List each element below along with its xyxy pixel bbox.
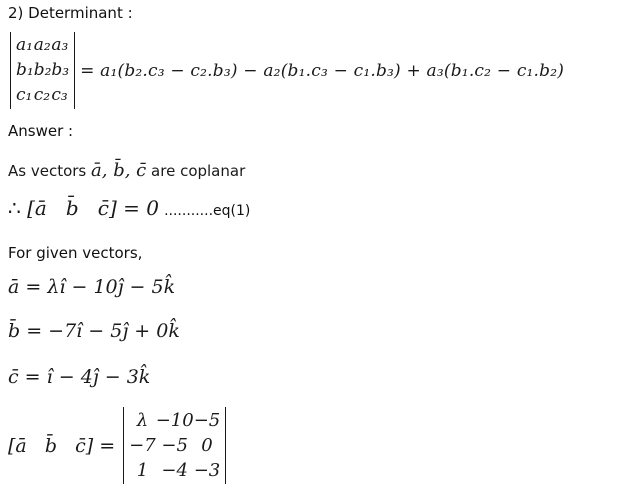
symbolic-determinant [10,32,75,109]
matrix-cell: λ [136,410,149,431]
matrix-cell: 1 [136,460,149,481]
numeric-determinant [123,407,226,484]
matrix-cell: c₃ [51,85,68,105]
triple-product-lhs: [ā b̄ c̄] = [8,434,116,457]
section-heading: 2) Determinant : [8,4,133,22]
matrix-cell: −10 [155,410,194,431]
matrix-row [129,408,220,433]
matrix-row [16,83,69,108]
coplanar-suffix: are coplanar [151,162,246,180]
vector-b-definition: b̄ = −7î − 5ĵ + 0k̂ [8,320,180,342]
scalar-triple-determinant [8,407,226,484]
vector-c-definition: c̄ = î − 4ĵ − 3k̂ [8,366,151,388]
matrix-cell: b₁ [16,60,34,80]
numeric-matrix [129,408,220,483]
coplanar-prefix: As vectors [8,162,87,180]
matrix-cell: a₃ [51,35,69,55]
symbolic-matrix [16,33,69,108]
matrix-cell: −5 [161,435,188,456]
matrix-cell: −5 [193,410,221,431]
matrix-cell: c₁ [16,85,33,105]
matrix-row [129,458,220,483]
vector-names: ā, b̄, c̄ [91,160,147,181]
matrix-row [129,433,220,458]
matrix-cell: a₁ [16,35,33,55]
matrix-cell: 0 [201,435,213,456]
determinant-identity [10,32,564,109]
scalar-triple-zero: ∴ [ā b̄ c̄] = 0 [8,196,159,220]
determinant-expansion: = a₁(b₂.c₃ − c₂.b₃) − a₂(b₁.c₃ − c₁.b₃) + a₃(b₁.c₂ − c₁.b₂) [80,60,565,81]
matrix-cell: b₂ [33,60,52,80]
matrix-row [16,33,69,58]
matrix-cell: b₃ [51,60,70,80]
vector-a-definition: ā = λî − 10ĵ − 5k̂ [8,276,176,298]
matrix-cell: −7 [129,435,156,456]
answer-label: Answer : [8,122,74,140]
matrix-cell: c₂ [33,85,51,105]
equation-reference: ...........eq(1) [164,203,251,219]
scalar-triple-product-equation [8,196,250,220]
matrix-cell: a₂ [33,35,51,55]
coplanar-statement [8,160,245,181]
matrix-cell: −4 [161,460,188,481]
given-vectors-label: For given vectors, [8,244,143,262]
matrix-cell: −3 [193,460,221,481]
matrix-row [16,58,69,83]
